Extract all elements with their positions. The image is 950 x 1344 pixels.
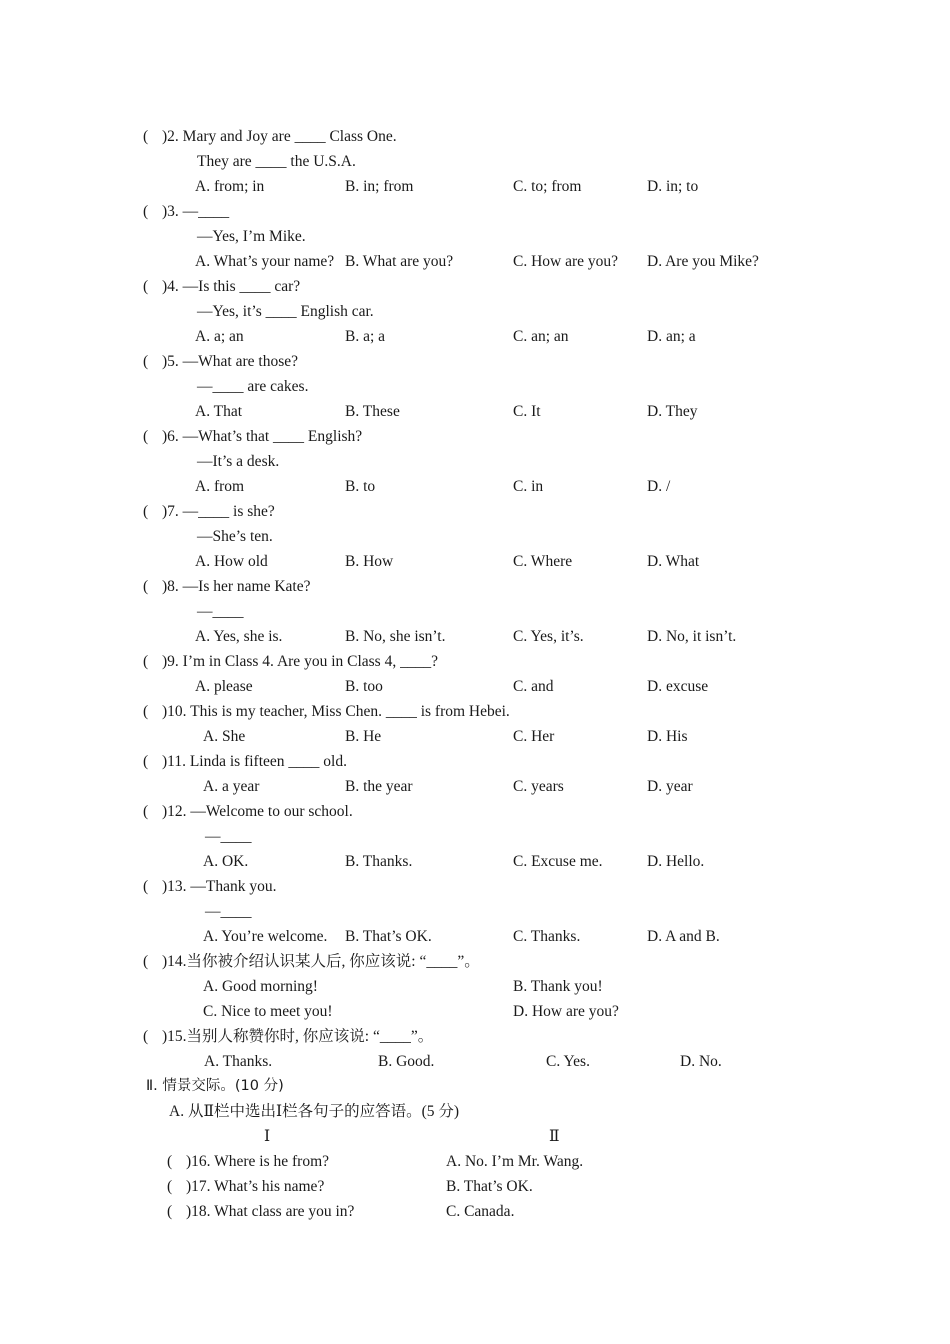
question-2-options (0, 174, 950, 199)
option-d: D. A and B. (647, 928, 720, 945)
question-8-options (0, 624, 950, 649)
option-a: A. please (195, 678, 253, 695)
question-4-options (0, 324, 950, 349)
question-stem: )3. —____ (162, 203, 230, 220)
option-a: A. Yes, she is. (195, 628, 283, 645)
matching-question: )17. What’s his name? (186, 1178, 325, 1195)
question-stem: )5. —What are those? (162, 353, 298, 370)
matching-item (0, 1174, 950, 1199)
option-d: D. No. (680, 1053, 722, 1070)
question-2-line (0, 149, 950, 174)
answer-bracket: ( (143, 278, 149, 295)
answer-bracket: ( (143, 878, 149, 895)
question-9 (0, 649, 950, 674)
option-d: D. in; to (647, 178, 699, 195)
answer-bracket: ( (143, 653, 149, 670)
option-b: B. the year (345, 778, 413, 795)
option-c: C. Nice to meet you! (203, 1003, 333, 1020)
option-a: A. What’s your name? (195, 253, 335, 270)
question-5-options (0, 399, 950, 424)
question-13-options (0, 924, 950, 949)
matching-answer: C. Canada. (446, 1203, 515, 1220)
option-d: D. They (647, 403, 698, 420)
question-6-line (0, 449, 950, 474)
option-a: A. OK. (203, 853, 249, 870)
option-c: C. years (513, 778, 564, 795)
option-c: C. to; from (513, 178, 582, 195)
option-a: A. from (195, 478, 245, 495)
option-a: A. a; an (195, 328, 244, 345)
answer-bracket: ( (143, 128, 149, 145)
option-b: B. Thank you! (513, 978, 603, 995)
answer-bracket: ( (143, 578, 149, 595)
question-stem: )14.当你被介绍认识某人后, 你应该说: “____”。 (162, 953, 480, 970)
option-b: B. That’s OK. (345, 928, 432, 945)
answer-bracket: ( (143, 953, 149, 970)
option-d: D. an; a (647, 328, 696, 345)
question-14-options-2 (0, 999, 950, 1024)
question-7 (0, 499, 950, 524)
question-6 (0, 424, 950, 449)
option-c: C. Thanks. (513, 928, 581, 945)
option-b: B. No, she isn’t. (345, 628, 446, 645)
question-stem: )6. —What’s that ____ English? (162, 428, 363, 445)
question-9-options (0, 674, 950, 699)
option-b: B. a; a (345, 328, 386, 345)
question-7-line (0, 524, 950, 549)
option-d: D. year (647, 778, 693, 795)
matching-answer: B. That’s OK. (446, 1178, 533, 1195)
column-headers (0, 1124, 950, 1149)
option-b: B. to (345, 478, 376, 495)
question-13-line (0, 899, 950, 924)
question-4-line (0, 299, 950, 324)
option-d: D. / (647, 478, 671, 495)
option-a: A. She (203, 728, 246, 745)
option-c: C. and (513, 678, 554, 695)
question-4 (0, 274, 950, 299)
section-instruction: A. 从Ⅱ栏中选出Ⅰ栏各句子的应答语。(5 分) (169, 1103, 460, 1120)
question-7-options (0, 549, 950, 574)
answer-bracket: ( (143, 703, 149, 720)
option-b: B. in; from (345, 178, 414, 195)
option-c: C. Yes. (546, 1053, 590, 1070)
question-stem: )4. —Is this ____ car? (162, 278, 301, 295)
question-14 (0, 949, 950, 974)
answer-bracket: ( (143, 203, 149, 220)
option-b: B. Thanks. (345, 853, 413, 870)
dialogue-line: —____ (205, 828, 252, 845)
question-3-options (0, 249, 950, 274)
dialogue-line: —____ (205, 903, 252, 920)
option-b: B. These (345, 403, 400, 420)
question-stem: )15.当别人称赞你时, 你应该说: “____”。 (162, 1028, 434, 1045)
question-14-options-1 (0, 974, 950, 999)
question-11 (0, 749, 950, 774)
option-a: A. Thanks. (204, 1053, 273, 1070)
option-d: D. excuse (647, 678, 709, 695)
question-8-line (0, 599, 950, 624)
matching-question: )16. Where is he from? (186, 1153, 330, 1170)
answer-bracket: ( (167, 1153, 173, 1170)
option-c: C. an; an (513, 328, 569, 345)
question-2 (0, 124, 950, 149)
question-13 (0, 874, 950, 899)
option-b: B. Good. (378, 1053, 435, 1070)
option-b: B. What are you? (345, 253, 454, 270)
question-stem: )12. —Welcome to our school. (162, 803, 353, 820)
option-b: B. too (345, 678, 383, 695)
dialogue-line: —____ are cakes. (197, 378, 309, 395)
answer-bracket: ( (143, 753, 149, 770)
question-12-options (0, 849, 950, 874)
question-12 (0, 799, 950, 824)
question-6-options (0, 474, 950, 499)
option-a: A. a year (203, 778, 260, 795)
option-a: A. You’re welcome. (203, 928, 328, 945)
option-b: B. How (345, 553, 394, 570)
question-10-options (0, 724, 950, 749)
question-stem: )2. Mary and Joy are ____ Class One. (162, 128, 397, 145)
answer-bracket: ( (143, 503, 149, 520)
dialogue-line: —Yes, it’s ____ English car. (197, 303, 374, 320)
question-stem: )10. This is my teacher, Miss Chen. ____ is from Hebei. (162, 703, 510, 720)
question-11-options (0, 774, 950, 799)
answer-bracket: ( (143, 428, 149, 445)
column-2-header: Ⅱ (549, 1128, 560, 1145)
question-3 (0, 199, 950, 224)
dialogue-line: —She’s ten. (197, 528, 273, 545)
question-15-options (0, 1049, 950, 1074)
option-c: C. It (513, 403, 541, 420)
answer-bracket: ( (167, 1178, 173, 1195)
question-8 (0, 574, 950, 599)
question-stem: )13. —Thank you. (162, 878, 277, 895)
option-c: C. How are you? (513, 253, 619, 270)
question-3-line (0, 224, 950, 249)
option-c: C. in (513, 478, 544, 495)
question-stem: )8. —Is her name Kate? (162, 578, 311, 595)
option-a: A. Good morning! (203, 978, 318, 995)
answer-bracket: ( (167, 1203, 173, 1220)
option-d: D. Hello. (647, 853, 705, 870)
option-d: D. No, it isn’t. (647, 628, 737, 645)
option-a: A. That (195, 403, 243, 420)
dialogue-line: —____ (197, 603, 244, 620)
option-d: D. Are you Mike? (647, 253, 759, 270)
question-15 (0, 1024, 950, 1049)
section-heading: Ⅱ. 情景交际。(10 分) (146, 1078, 284, 1094)
section-2-subheading (0, 1099, 950, 1124)
matching-item (0, 1199, 950, 1224)
question-stem: )11. Linda is fifteen ____ old. (162, 753, 347, 770)
matching-question: )18. What class are you in? (186, 1203, 355, 1220)
option-c: C. Excuse me. (513, 853, 603, 870)
option-d: D. His (647, 728, 688, 745)
option-c: C. Where (513, 553, 573, 570)
question-stem: )9. I’m in Class 4. Are you in Class 4, ____? (162, 653, 438, 670)
matching-answer: A. No. I’m Mr. Wang. (446, 1153, 584, 1170)
question-5-line (0, 374, 950, 399)
question-5 (0, 349, 950, 374)
option-b: B. He (345, 728, 382, 745)
answer-bracket: ( (143, 1028, 149, 1045)
option-a: A. How old (195, 553, 268, 570)
option-c: C. Her (513, 728, 555, 745)
column-1-header: Ⅰ (264, 1128, 271, 1145)
dialogue-line: —It’s a desk. (197, 453, 280, 470)
option-d: D. How are you? (513, 1003, 619, 1020)
question-12-line (0, 824, 950, 849)
section-2-heading (0, 1074, 950, 1099)
dialogue-line: —Yes, I’m Mike. (197, 228, 306, 245)
dialogue-line: They are ____ the U.S.A. (197, 153, 356, 170)
option-d: D. What (647, 553, 700, 570)
matching-item (0, 1149, 950, 1174)
option-c: C. Yes, it’s. (513, 628, 584, 645)
question-10 (0, 699, 950, 724)
answer-bracket: ( (143, 353, 149, 370)
option-a: A. from; in (195, 178, 265, 195)
question-stem: )7. —____ is she? (162, 503, 275, 520)
answer-bracket: ( (143, 803, 149, 820)
